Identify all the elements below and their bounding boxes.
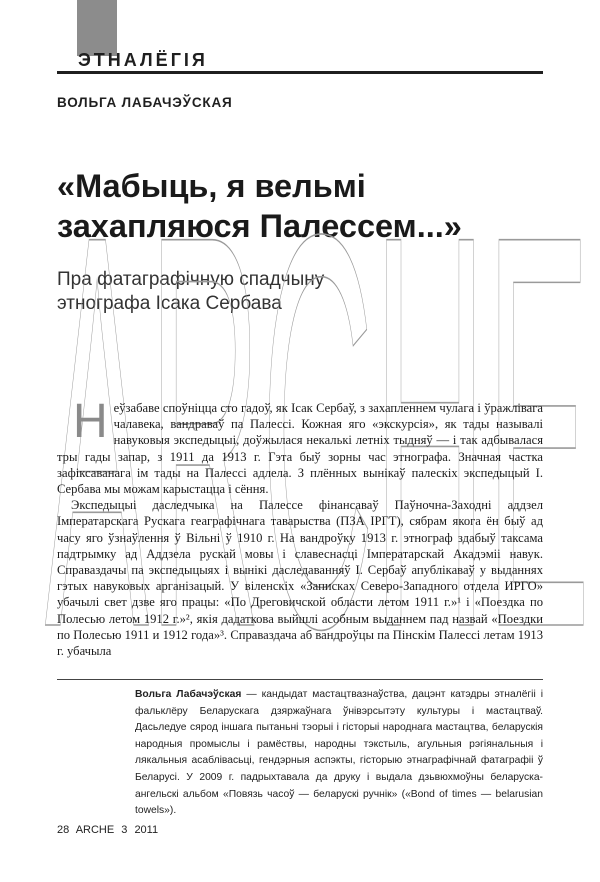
page-footer	[57, 824, 158, 836]
article-body	[57, 395, 543, 659]
author-bio	[135, 687, 543, 820]
paragraph-1	[57, 395, 543, 497]
title-line-2: захапляюся Палессем...»	[57, 208, 462, 244]
section-color-tab	[77, 0, 117, 56]
subtitle-line-1: Пра фатаграфічную спадчыну	[57, 269, 325, 290]
bio-text: — кандыдат мастацтвазнаўства, дацэнт катэдры этналёгіі і фальклёру Беларускага дзяржаўнага ўнівэрсытэту культуры і мастацтваў. Дасьледуе сярод іншага пытаньні тэорыі і гісторыі народнага мастацтва, беларускія народныя промыслы і рамёствы, народны тэкстыль, агульныя рэгіянальныя і лякальныя асаблівасьці, гендэрныя аспэкты, гісторыю этнаграфічнай фатаграфіі ў Беларусі. У 2009 г. падрыхтавала да друку і выдала дзьвюхмоўны беларуска-ангельскі альбом «Повязь часоў — беларускі ручнік» («Bond of times — belarusian towels»).	[135, 689, 543, 817]
section-divider	[57, 71, 543, 74]
journal-issue: ARCHE 3 2011	[75, 824, 159, 836]
paragraph-2: Экспедыцыі даследчыка на Палессе фінансаваў Паўночна-Заходні аддзел Імператарскага Рускага геаграфічнага таварыства (ПЗА ІРГТ), сябрам якога ён быў ад часу яго ўзнаўлення ў Вільні ў 1910 г. На вандроўку 1913 г. этнограф здабыў таксама падтрымку ад Аддзела рускай мовы і славеснасці Імператарскай Акадэміі навук. Справаздачы па экспедыцыях і вынікі даследаванняў І. Сербаў апублікаваў у выданнях гэтых навуковых арганізацый. У віленскіх «Записках Северо-Западного отдела ИРГО» убачылі свет дзве яго працы: «По Дреговичской области летом 1911 г.»¹ і «Поездка по Полесью летом 1912 г.»², якія дадаткова выйшлі асобным выданнем пад назвай «Поездки по Полесью 1911 и 1912 года»³. Справаздача аб вандроўцы па Пінскім Палессі летам 1913 г. убачыла	[57, 498, 543, 659]
bio-author-name: Вольга Лабачэўская	[135, 689, 242, 700]
page-number: 28	[57, 824, 70, 836]
watermark-text: ARCHE	[45, 220, 590, 640]
paragraph-1-text: еўзабаве споўніцца сто гадоў, як Ісак Сербаў, з захапленнем чулага і ўражлівага чалавека, вандраваў па Палессі. Кожная яго «экскурсія», як тады называлі навуковыя экспедыцыі, доўжылася некалькі летніх тыдняў — і так адбывалася тры гады запар, з 1911 да 1913 г. Гэта быў зорны час этнографа. Значная частка зафіксаванага ім тады на Палессі адлела. З плённых вынікаў палескіх экспедыцый І. Сербава мы можам карыстацца і сёння.	[57, 401, 543, 497]
title-line-1: «Мабыць, я вельмі	[57, 168, 366, 204]
subtitle-line-2: этнографа Ісака Сербава	[57, 293, 282, 314]
drop-cap: Н	[73, 395, 108, 448]
bio-divider	[57, 679, 543, 680]
section-heading: ЭТНАЛЁГІЯ	[78, 50, 208, 70]
author-name: ВОЛЬГА ЛАБАЧЭЎСКАЯ	[57, 95, 233, 110]
